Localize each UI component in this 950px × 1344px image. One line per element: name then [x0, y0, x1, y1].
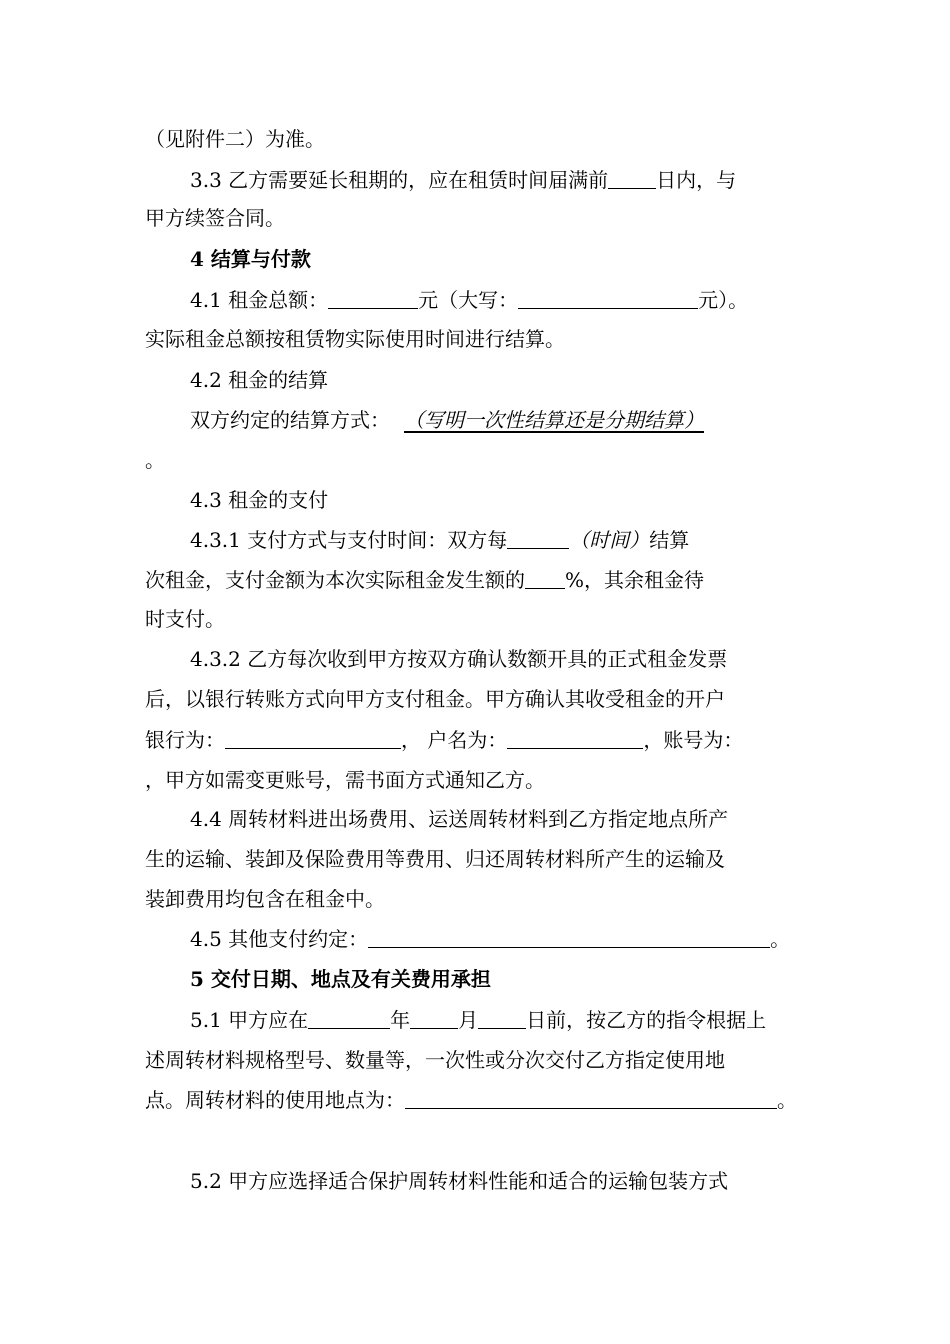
clause-4-3: 4.3 租金的支付	[190, 488, 329, 512]
bank-info-line: 银行为： ， 户名为： ，账号为：	[145, 728, 744, 752]
paragraph-line: 后，以银行转账方式向甲方支付租金。甲方确认其收受租金的开户	[145, 687, 725, 711]
clause-4-3-2: 4.3.2 乙方每次收到甲方按双方确认数额开具的正式租金发票	[190, 647, 728, 671]
clause-4-2: 4.2 租金的结算	[190, 368, 329, 392]
year-blank[interactable]	[308, 1008, 390, 1029]
clause-5-2: 5.2 甲方应选择适合保护周转材料性能和适合的运输包装方式	[190, 1169, 729, 1193]
paragraph-line: 次租金，支付金额为本次实际租金发生额的 %，其余租金待	[145, 568, 705, 592]
paragraph-line: （见附件二）为准。	[145, 127, 325, 151]
other-payment-blank[interactable]	[368, 927, 770, 948]
clause-3-3: 3.3 乙方需要延长租期的，应在租赁时间届满前 日内，与	[190, 168, 737, 192]
period-blank[interactable]	[507, 528, 569, 549]
usage-location-line: 点。周转材料的使用地点为： 。	[145, 1088, 797, 1112]
clause-4-3-1: 4.3.1 支付方式与支付时间：双方每 （时间）结算	[190, 528, 690, 552]
paragraph-line: 时支付。	[145, 607, 225, 631]
rent-total-capital-blank[interactable]	[518, 288, 698, 309]
paragraph-line: 。	[145, 448, 165, 472]
percentage-blank[interactable]	[525, 568, 565, 589]
usage-location-blank[interactable]	[405, 1088, 777, 1109]
section-heading-5: 5 交付日期、地点及有关费用承担	[190, 967, 491, 991]
paragraph-line: 装卸费用均包含在租金中。	[145, 887, 385, 911]
clause-4-4: 4.4 周转材料进出场费用、运送周转材料到乙方指定地点所产	[190, 807, 729, 831]
paragraph-line: 述周转材料规格型号、数量等，一次性或分次交付乙方指定使用地	[145, 1048, 725, 1072]
clause-5-1: 5.1 甲方应在 年 月 日前，按乙方的指令根据上	[190, 1008, 767, 1032]
paragraph-line: 甲方续签合同。	[145, 206, 285, 230]
clause-4-1: 4.1 租金总额： 元（大写： 元）。	[190, 288, 749, 312]
bank-name-blank[interactable]	[225, 728, 401, 749]
settlement-method-line: 双方约定的结算方式： （写明一次性结算还是分期结算）	[190, 408, 704, 432]
section-heading-4: 4 结算与付款	[190, 247, 311, 271]
account-name-blank[interactable]	[507, 728, 643, 749]
day-blank[interactable]	[478, 1008, 526, 1029]
month-blank[interactable]	[410, 1008, 458, 1029]
paragraph-line: ，甲方如需变更账号，需书面方式通知乙方。	[145, 768, 545, 792]
settlement-method-field[interactable]: （写明一次性结算还是分期结算）	[404, 408, 704, 432]
paragraph-line: 生的运输、装卸及保险费用等费用、归还周转材料所产生的运输及	[145, 847, 725, 871]
clause-4-5: 4.5 其他支付约定： 。	[190, 927, 791, 951]
days-blank[interactable]	[608, 168, 656, 189]
rent-total-blank[interactable]	[328, 288, 418, 309]
paragraph-line: 实际租金总额按租赁物实际使用时间进行结算。	[145, 327, 565, 351]
